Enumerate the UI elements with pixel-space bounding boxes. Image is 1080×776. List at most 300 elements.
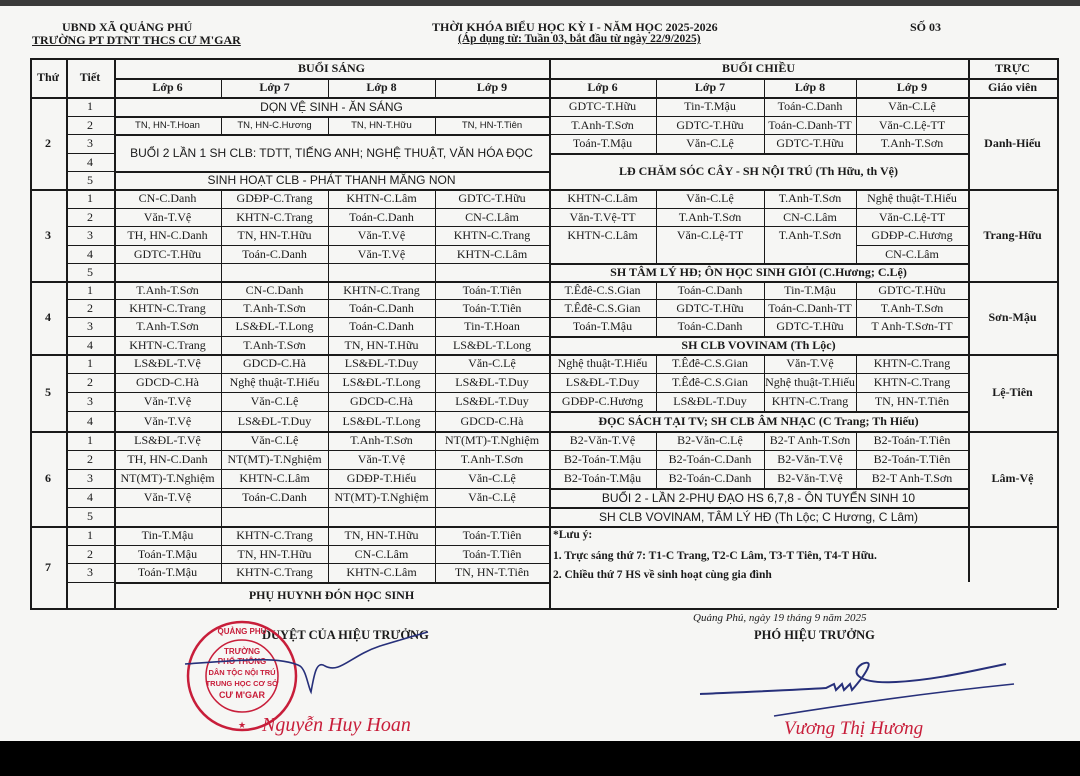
header-class-morning-8: Lớp 8 [366,80,397,94]
grid-line [114,263,549,264]
svg-text:★: ★ [237,720,247,730]
lesson-cell: B2-Toán-T.Mậu [563,471,642,485]
period-number: 4 [87,246,93,261]
lesson-cell: T.Anh-T.Sơn [778,228,842,242]
lesson-cell: CN-C.Lâm [354,546,409,561]
lesson-cell: TN, HN-C.Hương [237,119,312,131]
grid-line [549,134,968,135]
period-number: 2 [87,546,93,561]
lesson-cell: T.Êđê-C.S.Gian [564,300,641,315]
lesson-cell: GDCD-C.Hà [350,394,413,408]
grid-line [549,450,968,451]
grid-line [114,208,549,209]
grid-line [328,354,329,431]
vice-principal-title: PHÓ HIỆU TRƯỞNG [754,628,875,642]
svg-text:PHỔ THÔNG: PHỔ THÔNG [217,657,267,666]
grid-line [221,116,222,134]
lesson-cell: B2-Toán-C.Danh [668,471,752,485]
svg-text:TRƯỜNG: TRƯỜNG [223,647,261,656]
afternoon-merged-activity: SH CLB VOVINAM (Th Lộc) [681,337,836,352]
lesson-cell: B2-Văn-C.Lệ [677,433,743,447]
lesson-cell: Văn-T.Vệ [143,490,192,504]
lesson-cell: Nghệ thuật-T.Hiếu [229,375,320,389]
lesson-cell: Toán-T.Tiên [462,282,522,297]
lesson-cell: LS&ĐL-T.Duy [344,356,419,370]
lesson-cell: Văn-C.Lệ-TT [878,209,946,224]
lesson-cell: GDTC-T.Hữu [133,246,202,261]
grid-line [114,317,549,318]
grid-line [328,281,329,354]
lesson-cell: T.Anh-T.Sơn [571,117,634,132]
svg-text:CƯ M'GAR: CƯ M'GAR [218,690,266,700]
lesson-cell: Văn-T.Vệ-TT [569,209,636,224]
period-number: 3 [87,136,93,150]
grid-line [435,281,436,354]
period-number: 2 [87,300,93,315]
lesson-cell: LS&ĐL-T.Duy [565,375,640,389]
grid-line [66,507,114,508]
lesson-cell: Văn-C.Lệ [250,433,299,447]
schedule-document [0,6,1080,741]
grid-line [549,317,968,318]
period-number: 2 [87,209,93,224]
period-number: 1 [87,356,93,370]
lesson-cell: TH, HN-C.Danh [127,228,208,242]
lesson-cell: KHTN-C.Lâm [567,228,638,242]
grid-line [1057,58,1059,608]
lesson-cell: T.Anh-T.Sơn [678,209,742,224]
lesson-cell: TN, HN-T.Tiên [461,119,523,131]
period-number: 3 [87,319,93,333]
lesson-cell: GDTC-T.Hữu [776,319,844,333]
lesson-cell: Văn-C.Lệ [250,394,299,408]
grid-line [549,226,968,227]
grid-line [30,58,1057,60]
lesson-cell: TN, HN-T.Hữu [344,337,419,352]
grid-line [856,189,857,263]
period-number: 3 [87,394,93,408]
lesson-cell: Tin-T.Mậu [141,528,194,542]
grid-line [549,392,968,393]
grid-line [66,336,114,337]
lesson-cell: KHTN-C.Lâm [239,471,310,485]
grid-line [66,245,114,246]
grid-line [764,281,765,336]
lesson-cell: CN-C.Lâm [885,246,939,261]
lesson-cell: T.Anh-T.Sơn [243,337,306,352]
grid-line [656,431,657,488]
lesson-cell: GDTC-T.Hữu [776,136,844,150]
period-number: 2 [87,375,93,389]
lesson-cell: KHTN-C.Trang [453,228,531,242]
lesson-cell: LS&ĐL-T.Long [342,413,421,428]
grid-line [114,545,549,546]
lesson-cell: B2-T Anh-T.Sơn [871,471,953,485]
lesson-cell: Toán-C.Danh [677,319,743,333]
lesson-cell: Văn-C.Lệ [686,191,734,205]
lesson-cell: LS&ĐL-T.Vệ [134,356,201,370]
org-line-1: UBND XÃ QUẢNG PHÚ [62,20,193,34]
place-date: Quảng Phú, ngày 19 tháng 9 năm 2025 [693,612,867,624]
lesson-cell: TN, HN-T.Hoan [135,119,200,131]
lesson-cell: B2-Văn-T.Vệ [777,471,843,485]
lesson-cell: Văn-C.Lệ [888,99,936,113]
notes-item: 2. Chiều thứ 7 HS về sinh hoạt cùng gia đình [553,569,772,581]
lesson-cell: Văn-T.Vệ [143,394,192,408]
grid-line [764,97,765,153]
grid-line [66,392,114,393]
grid-line [66,411,114,412]
lesson-cell: CN-C.Lâm [465,209,519,224]
afternoon-merged-activity: ĐỌC SÁCH TẠI TV; SH CLB ÂM NHẠC (C Trang; Th Hiếu) [598,413,919,428]
svg-text:TRUNG HỌC CƠ SỞ: TRUNG HỌC CƠ SỞ [205,679,279,688]
morning-merged-activity: PHỤ HUYNH ĐÓN HỌC SINH [248,587,415,602]
grid-line [66,263,114,264]
lesson-cell: Toán-C.Danh [349,209,414,224]
approval-title: DUYỆT CỦA HIỆU TRƯỞNG [262,628,429,642]
grid-line [221,189,222,281]
header-class-afternoon-7: Lớp 7 [694,80,726,94]
grid-line [435,431,436,526]
grid-line [856,245,968,246]
lesson-cell: GDCD-C.Hà [243,356,306,370]
lesson-cell: T.Êđê-C.S.Gian [671,356,749,370]
grid-line [114,450,549,451]
header-class-afternoon-6: Lớp 6 [587,80,618,94]
period-number: 3 [87,471,93,485]
grid-line [66,469,114,470]
svg-text:QUẢNG PHÚ: QUẢNG PHÚ [217,627,267,636]
lesson-cell: Toán-C.Danh [349,300,414,315]
lesson-cell: Toán-T.Mậu [137,546,198,561]
grid-line [66,545,114,546]
lesson-cell: KHTN-C.Trang [236,528,313,542]
vice-principal-name: Vương Thị Hương [784,718,924,739]
lesson-cell: LS&ĐL-T.Long [235,319,314,333]
grid-line [66,563,114,564]
header-thu: Thứ [37,70,59,84]
lesson-cell: CN-C.Danh [245,282,304,297]
grid-line [656,281,657,336]
grid-line [856,281,857,336]
lesson-cell: GDCD-C.Hà [136,375,199,389]
lesson-cell: KHTN-C.Lâm [567,191,638,205]
grid-line [221,526,222,582]
day-label: 3 [45,227,51,242]
lesson-cell: Nghệ thuật-T.Hiếu [867,191,957,205]
afternoon-merged-activity: BUỔI 2 - LẦN 2-PHỤ ĐẠO HS 6,7,8 - ÔN TUYỂN SINH 10 [601,490,916,505]
header-class-morning-6: Lớp 6 [152,80,183,94]
lesson-cell: TH, HN-C.Danh [127,452,208,466]
grid-line [549,208,968,209]
afternoon-merged-activity: LĐ CHĂM SÓC CÂY - SH NỘI TRÚ (Th Hữu, th Vệ) [618,163,898,178]
timetable [0,6,1080,741]
lesson-cell: B2-Văn-T.Vệ [777,452,843,466]
lesson-cell: Tin-T.Hoan [464,319,520,333]
header-class-afternoon-8: Lớp 8 [794,80,826,94]
period-number: 3 [87,565,93,579]
grid-line [856,78,857,97]
lesson-cell: Văn-T.Vệ [357,246,406,261]
header-duty: TRỰC [995,60,1030,75]
principal-name: Nguyễn Huy Hoan [262,714,411,736]
lesson-cell: CN-C.Danh [138,191,197,205]
lesson-cell: T.Êđê-C.S.Gian [564,282,641,297]
lesson-cell: B2-Toán-C.Danh [668,452,752,466]
lesson-cell: KHTN-C.Trang [343,282,420,297]
lesson-cell: Toán-C.Danh-TT [768,300,852,315]
lesson-cell: B2-Văn-T.Vệ [569,433,636,447]
grid-line [66,134,114,135]
lesson-cell: Văn-T.Vệ [786,356,834,370]
lesson-cell: Nghệ thuật-T.Hiếu [765,375,855,389]
period-number: 1 [87,191,93,205]
grid-line [114,563,549,564]
grid-line [328,78,329,97]
lesson-cell: GDTC-T.Hữu [676,300,744,315]
lesson-cell: T.Anh-T.Sơn [243,300,306,315]
org-line-2: TRƯỜNG PT DTNT THCS CƯ M'GAR [32,33,241,47]
grid-line [549,116,968,117]
lesson-cell: GDĐP-C.Trang [236,191,313,205]
lesson-cell: B2-Toán-T.Tiên [873,433,951,447]
lesson-cell: KHTN-C.Trang [236,209,313,224]
lesson-cell: KHTN-C.Trang [873,375,951,389]
lesson-cell: Tin-T.Mậu [684,99,736,113]
period-number: 1 [87,433,93,447]
grid-line [435,354,436,431]
grid-line [114,373,549,374]
lesson-cell: T.Anh-T.Sơn [136,282,199,297]
lesson-cell: B2-Toán-T.Mậu [563,452,642,466]
lesson-cell: KHTN-C.Trang [129,300,206,315]
grid-line [328,526,329,582]
lesson-cell: Toán-T.Mậu [572,319,633,333]
grid-line [656,78,657,97]
lesson-cell: LS&ĐL-T.Duy [455,375,529,389]
grid-line [66,208,114,209]
grid-line [764,78,765,97]
period-number: 5 [87,264,93,279]
day-label: 4 [45,310,51,324]
lesson-cell: KHTN-C.Trang [771,394,849,408]
grid-line [549,299,968,300]
lesson-cell: T.Anh-T.Sơn [880,300,944,315]
header-class-afternoon-9: Lớp 9 [896,80,928,94]
grid-line [66,116,114,117]
grid-line [656,354,657,411]
grid-line [114,488,549,489]
lesson-cell: Văn-C.Lệ [468,490,516,504]
notes-item: 1. Trực sáng thứ 7: T1-C Trang, T2-C Lâm, T3-T Tiên, T4-T Hữu. [553,550,877,562]
lesson-cell: TN, HN-T.Hữu [344,528,419,542]
header-afternoon: BUỔI CHIỀU [721,60,795,75]
period-number: 1 [87,282,93,297]
day-label: 2 [45,135,51,150]
grid-line [114,78,1057,80]
document-number: SỐ 03 [910,20,942,34]
grid-line [435,526,436,582]
grid-line [656,189,657,263]
grid-line [114,392,549,393]
lesson-cell: Văn-T.Vệ [143,413,192,428]
grid-line [114,245,549,246]
grid-line [114,411,549,412]
grid-line [435,189,436,281]
lesson-cell: Toán-C.Danh [242,246,307,261]
lesson-cell: Toán-C.Danh [242,490,307,504]
lesson-cell: GDĐP-C.Hương [871,228,953,242]
grid-line [66,373,114,374]
duty-teachers: Danh-Hiếu [984,135,1041,150]
lesson-cell: LS&ĐL-T.Vệ [134,433,201,447]
day-label: 7 [45,559,51,574]
lesson-cell: GDCD-C.Hà [460,413,524,428]
period-number: 3 [87,228,93,242]
principal-signature-mark [180,626,430,696]
grid-line [66,299,114,300]
lesson-cell: GDTC-T.Hữu [458,191,526,205]
duty-teachers: Lệ-Tiên [992,385,1033,399]
lesson-cell: NT(MT)-T.Nghiệm [444,433,540,447]
period-number: 5 [87,172,93,187]
grid-line [764,189,765,263]
lesson-cell: LS&ĐL-T.Duy [455,394,529,408]
notes-title: *Lưu ý: [553,529,593,541]
header-duty-sub: Giáo viên [987,80,1037,94]
grid-line [66,488,114,489]
svg-text:DÂN TỘC NỘI TRÚ: DÂN TỘC NỘI TRÚ [208,668,276,677]
grid-line [549,469,968,470]
header-tiet: Tiết [79,70,101,84]
morning-merged-activity: SINH HOẠT CLB - PHÁT THANH MĂNG NON [207,173,456,187]
lesson-cell: KHTN-C.Trang [129,337,206,352]
grid-line [764,431,765,488]
grid-line [66,153,114,154]
lesson-cell: GDTC-T.Hữu [568,99,637,113]
lesson-cell: GDĐP-T.Hiếu [346,471,417,485]
day-label: 6 [45,471,51,485]
document-title: THỜI KHÓA BIỂU HỌC KỲ I - NĂM HỌC 2025-2026 [432,20,718,34]
grid-line [656,97,657,153]
morning-merged-activity: BUỔI 2 LẦN 1 SH CLB: TDTT, TIẾNG ANH; NGHỆ THUẬT, VĂN HÓA ĐỌC [130,145,533,160]
lesson-cell: Toán-C.Danh [677,282,743,297]
lesson-cell: Văn-C.Lệ [686,136,734,150]
lesson-cell: Văn-C.Lệ-TT [878,117,946,132]
header-class-morning-7: Lớp 7 [259,80,290,94]
lesson-cell: KHTN-C.Lâm [346,191,417,205]
period-number: 4 [87,154,93,169]
period-number: 2 [87,452,93,466]
period-number: 1 [87,99,93,113]
grid-line [328,431,329,526]
lesson-cell: KHTN-C.Trang [236,565,313,579]
afternoon-merged-activity: SH TÂM LÝ HĐ; ÔN HỌC SINH GIỎI (C.Hương; C.Lệ) [610,264,907,279]
grid-line [435,78,436,97]
period-number: 5 [87,509,93,523]
grid-line [435,116,436,134]
lesson-cell: Nghệ thuật-T.Hiếu [557,356,648,370]
grid-line [114,507,549,508]
lesson-cell: Văn-T.Vệ [143,209,192,224]
lesson-cell: LS&ĐL-T.Duy [237,413,312,428]
lesson-cell: NT(MT)-T.Nghiệm [227,452,322,466]
grid-line [764,354,765,411]
afternoon-merged-activity: SH CLB VOVINAM, TÂM LÝ HĐ (Th Lộc; C Hương, C Lâm) [598,509,919,524]
grid-line [221,354,222,431]
lesson-cell: Toán-T.Tiên [462,528,522,542]
grid-line [66,226,114,227]
lesson-cell: Toán-C.Danh-TT [768,117,852,132]
lesson-cell: Toán-T.Mậu [137,565,198,579]
lesson-cell: Toán-T.Mậu [572,136,633,150]
lesson-cell: Văn-T.Vệ [357,452,406,466]
lesson-cell: TN, HN-T.Hữu [237,546,312,561]
grid-line [328,116,329,134]
lesson-cell: Văn-C.Lệ-TT [676,228,744,242]
grid-line [856,431,857,488]
grid-line [114,299,549,300]
lesson-cell: T.Êđê-C.S.Gian [671,375,749,389]
grid-line [114,226,549,227]
day-label: 5 [45,385,51,399]
vice-principal-signature-mark [696,654,1016,724]
lesson-cell: LS&ĐL-T.Long [452,337,532,352]
lesson-cell: T Anh-T.Sơn-TT [871,319,953,333]
lesson-cell: Toán-T.Tiên [462,300,522,315]
lesson-cell: LS&ĐL-T.Duy [673,394,747,408]
document-subtitle: (Áp dụng từ: Tuần 03, bắt đầu từ ngày 22/9/2025) [458,33,701,45]
lesson-cell: TN, HN-T.Hữu [351,119,412,131]
grid-line [66,450,114,451]
duty-teachers: Trang-Hữu [983,227,1042,242]
lesson-cell: GDTC-T.Hữu [878,282,946,297]
lesson-cell: CN-C.Lâm [783,209,837,224]
header-morning: BUỔI SÁNG [297,60,365,75]
grid-line [66,317,114,318]
lesson-cell: B2-T Anh-T.Sơn [769,433,851,447]
grid-line [114,336,549,337]
lesson-cell: B2-Toán-T.Tiên [873,452,951,466]
lesson-cell: NT(MT)-T.Nghiệm [334,490,429,504]
lesson-cell: T.Anh-T.Sơn [136,319,199,333]
lesson-cell: Toán-C.Danh [349,319,414,333]
lesson-cell: T.Anh-T.Sơn [778,191,842,205]
lesson-cell: LS&ĐL-T.Long [342,375,421,389]
lesson-cell: KHTN-C.Trang [873,356,951,370]
lesson-cell: T.Anh-T.Sơn [350,433,413,447]
morning-merged-activity: DỌN VỆ SINH - ĂN SÁNG [260,99,403,114]
period-number: 4 [87,413,93,428]
grid-line [856,97,857,153]
grid-line [221,281,222,354]
lesson-cell: KHTN-C.Lâm [346,565,417,579]
grid-line [221,431,222,526]
lesson-cell: GDTC-T.Hữu [676,117,744,132]
grid-line [328,189,329,281]
lesson-cell: NT(MT)-T.Nghiệm [120,471,215,485]
grid-line [856,354,857,411]
period-number: 2 [87,117,93,132]
lesson-cell: Văn-C.Lệ [468,356,516,370]
lesson-cell: KHTN-C.Lâm [456,246,528,261]
lesson-cell: Tin-T.Mậu [784,282,836,297]
grid-line [66,582,114,583]
lesson-cell: TN, HN-T.Tiên [874,394,950,408]
grid-line [221,78,222,97]
grid-line [30,608,1057,610]
lesson-cell: Văn-C.Lệ [468,471,516,485]
